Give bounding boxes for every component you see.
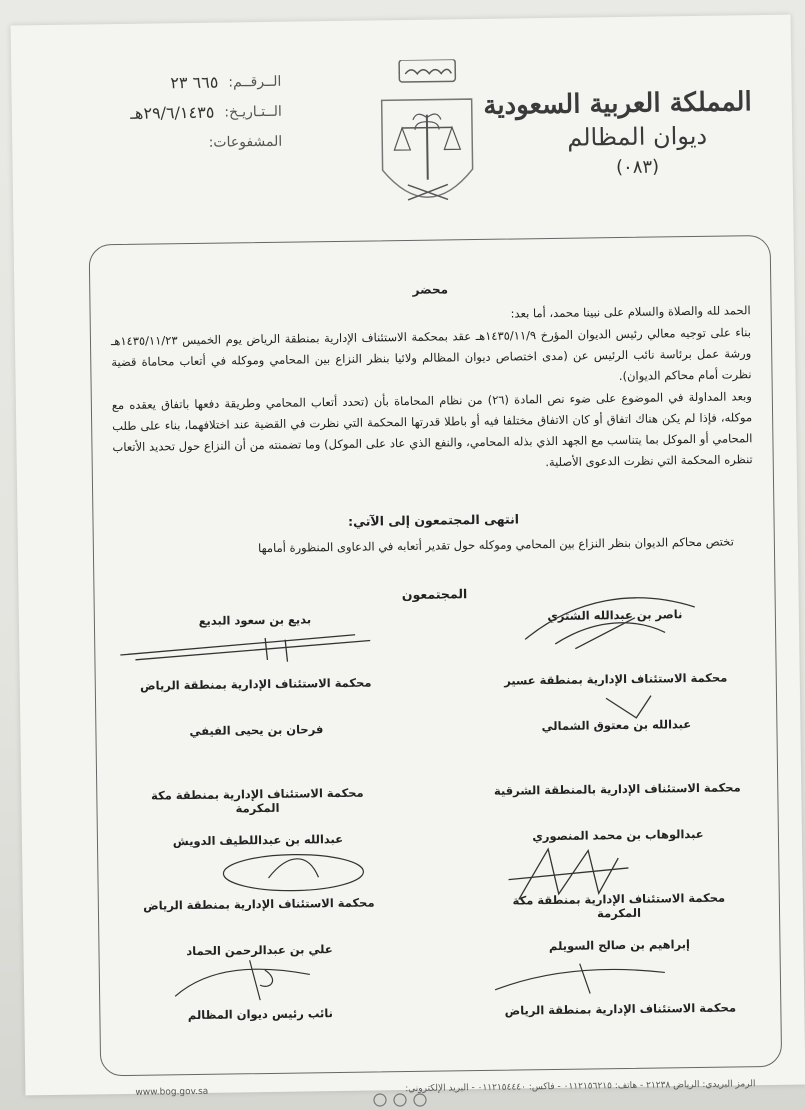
- footer-address: الرمز البريدي: الرياض ٢١٢٣٨ - هاتف: ٠١١٢١٥٦٢١٥ - فاكس: ٠١١٢١٥٤٤٤٠ - البريد الإلكتروني:: [405, 1079, 756, 1095]
- signatory-block: [486, 716, 747, 798]
- signatory-name: بديع بن سعود البديع: [198, 612, 312, 628]
- signatory-court: محكمة الاستئناف الإدارية بمنطقة عسير: [504, 670, 728, 688]
- attachments-row: [82, 127, 282, 160]
- signatory-court: محكمة الاستئناف الإدارية بمنطقة الرياض: [143, 895, 375, 913]
- minutes-title: محضر: [412, 282, 449, 297]
- minutes-box: [89, 235, 783, 1076]
- signature-scribble: [498, 838, 639, 910]
- date-label: الــتـاريـخ:: [224, 103, 282, 121]
- viewer-controls: [300, 1092, 520, 1108]
- signatory-name: عبدالله بن معتوق الشمالي: [541, 717, 692, 734]
- date-value: ٢٩/٦/١٤٣٥هـ: [130, 102, 215, 123]
- conclusion-title: انتهى المجتمعون إلى الآتي:: [347, 511, 520, 529]
- signature-scribble: [490, 957, 671, 1000]
- deliberation-paragraph: وبعد المداولة في الموضوع على ضوء نص المادة (٢٦) من نظام المحاماة بأن (تحدد أتعاب المحامي وطريقة دفعها باتفاق يعقده مع موكله، فإذا لم يكن هناك اتفاق أو كان الاتفاق مختلفا فيه أو باطلا قدرتها المحكمة التي نظرت في القضية عند اختلافهما، بناء على طلب المحامي أو الموكل بما يتناسب مع الجهد الذي بذله المحامي، والنفع الذي عاد على الموكل) وما تضمنته من أن النزاع حول تحديد الأتعاب تنظره المحكمة التي نظرت الدعوى الأصلية.: [111, 389, 753, 470]
- document-code: (٠٨٣): [615, 156, 660, 179]
- footer-website: www.bog.gov.sa: [135, 1086, 209, 1098]
- context-paragraph: بناء على توجيه معالي رئيس الديوان المؤرخ ١٤٣٥/١١/٩هـ عقد بمحكمة الاستئناف الإدارية بمنطقة الرياض يوم الخميس ١٤٣٥/١١/٢٣هـ ورشة عمل برئاسة نائب الرئيس عن (مدى اختصاص ديوان المظالم ولائيا بنظر النزاع بين المحامي وموكله في أتعاب محاماة قضية نظرت أمام محاكم الديوان).: [110, 325, 752, 384]
- signatory-name: عبدالله بن عبداللطيف الدويش: [172, 831, 344, 849]
- signatory-court: محكمة الاستئناف الإدارية بالمنطقة الشرقية: [493, 780, 741, 798]
- diwan-emblem-icon: [371, 59, 483, 231]
- signatory-court: محكمة الاستئناف الإدارية بمنطقة مكة المكرمة: [512, 890, 726, 921]
- reference-value: ٦٦٥ ٢٣: [170, 72, 219, 93]
- attendees-title: المجتمعون: [401, 586, 468, 603]
- reference-row: [81, 67, 281, 100]
- signatory-name: إبراهيم بن صالح السويلم: [548, 937, 691, 954]
- signature-scribble: [218, 847, 369, 899]
- document-page: [11, 15, 805, 1096]
- signatory-court: نائب رئيس ديوان المظالم: [187, 1006, 334, 1023]
- signatory-name: ناصر بن عبدالله الشثري: [547, 607, 683, 624]
- signatory-name: علي بن عبدالرحمن الحماد: [186, 942, 333, 959]
- signatory-court: محكمة الاستئناف الإدارية بمنطقة الرياض: [504, 1000, 737, 1018]
- date-row: [82, 97, 282, 130]
- letterhead-right: [483, 87, 753, 179]
- signatory-name: عبدالوهاب بن محمد المنصوري: [532, 826, 704, 844]
- diwan-name: ديوان المظالم: [567, 121, 708, 152]
- signature-scribble: [514, 587, 715, 660]
- signatory-name: فرحان بن يحيى الفيفي: [189, 722, 324, 739]
- signature-scribble: [115, 626, 376, 670]
- letterhead-left: [81, 67, 282, 160]
- signature-scribble: [170, 954, 321, 1006]
- conclusion-body: تختص محاكم الديوان بنظر النزاع بين المحامي وموكله حول تقدير أتعابه في الدعاوى المنظورة أمامها: [257, 534, 734, 556]
- signatory-block: [126, 721, 387, 817]
- signatory-court: محكمة الاستئناف الإدارية بمنطقة مكة المكرمة: [150, 785, 364, 816]
- reference-label: الــرقــم:: [228, 73, 282, 91]
- attachments-label: المشفوعات:: [208, 133, 283, 151]
- signatory-court: محكمة الاستئناف الإدارية بمنطقة الرياض: [140, 675, 372, 693]
- kingdom-name: المملكة العربية السعودية: [483, 87, 752, 121]
- opening-paragraph: الحمد لله والصلاة والسلام على نبينا محمد، أما بعد:: [510, 303, 751, 321]
- signature-scribble: [596, 687, 667, 728]
